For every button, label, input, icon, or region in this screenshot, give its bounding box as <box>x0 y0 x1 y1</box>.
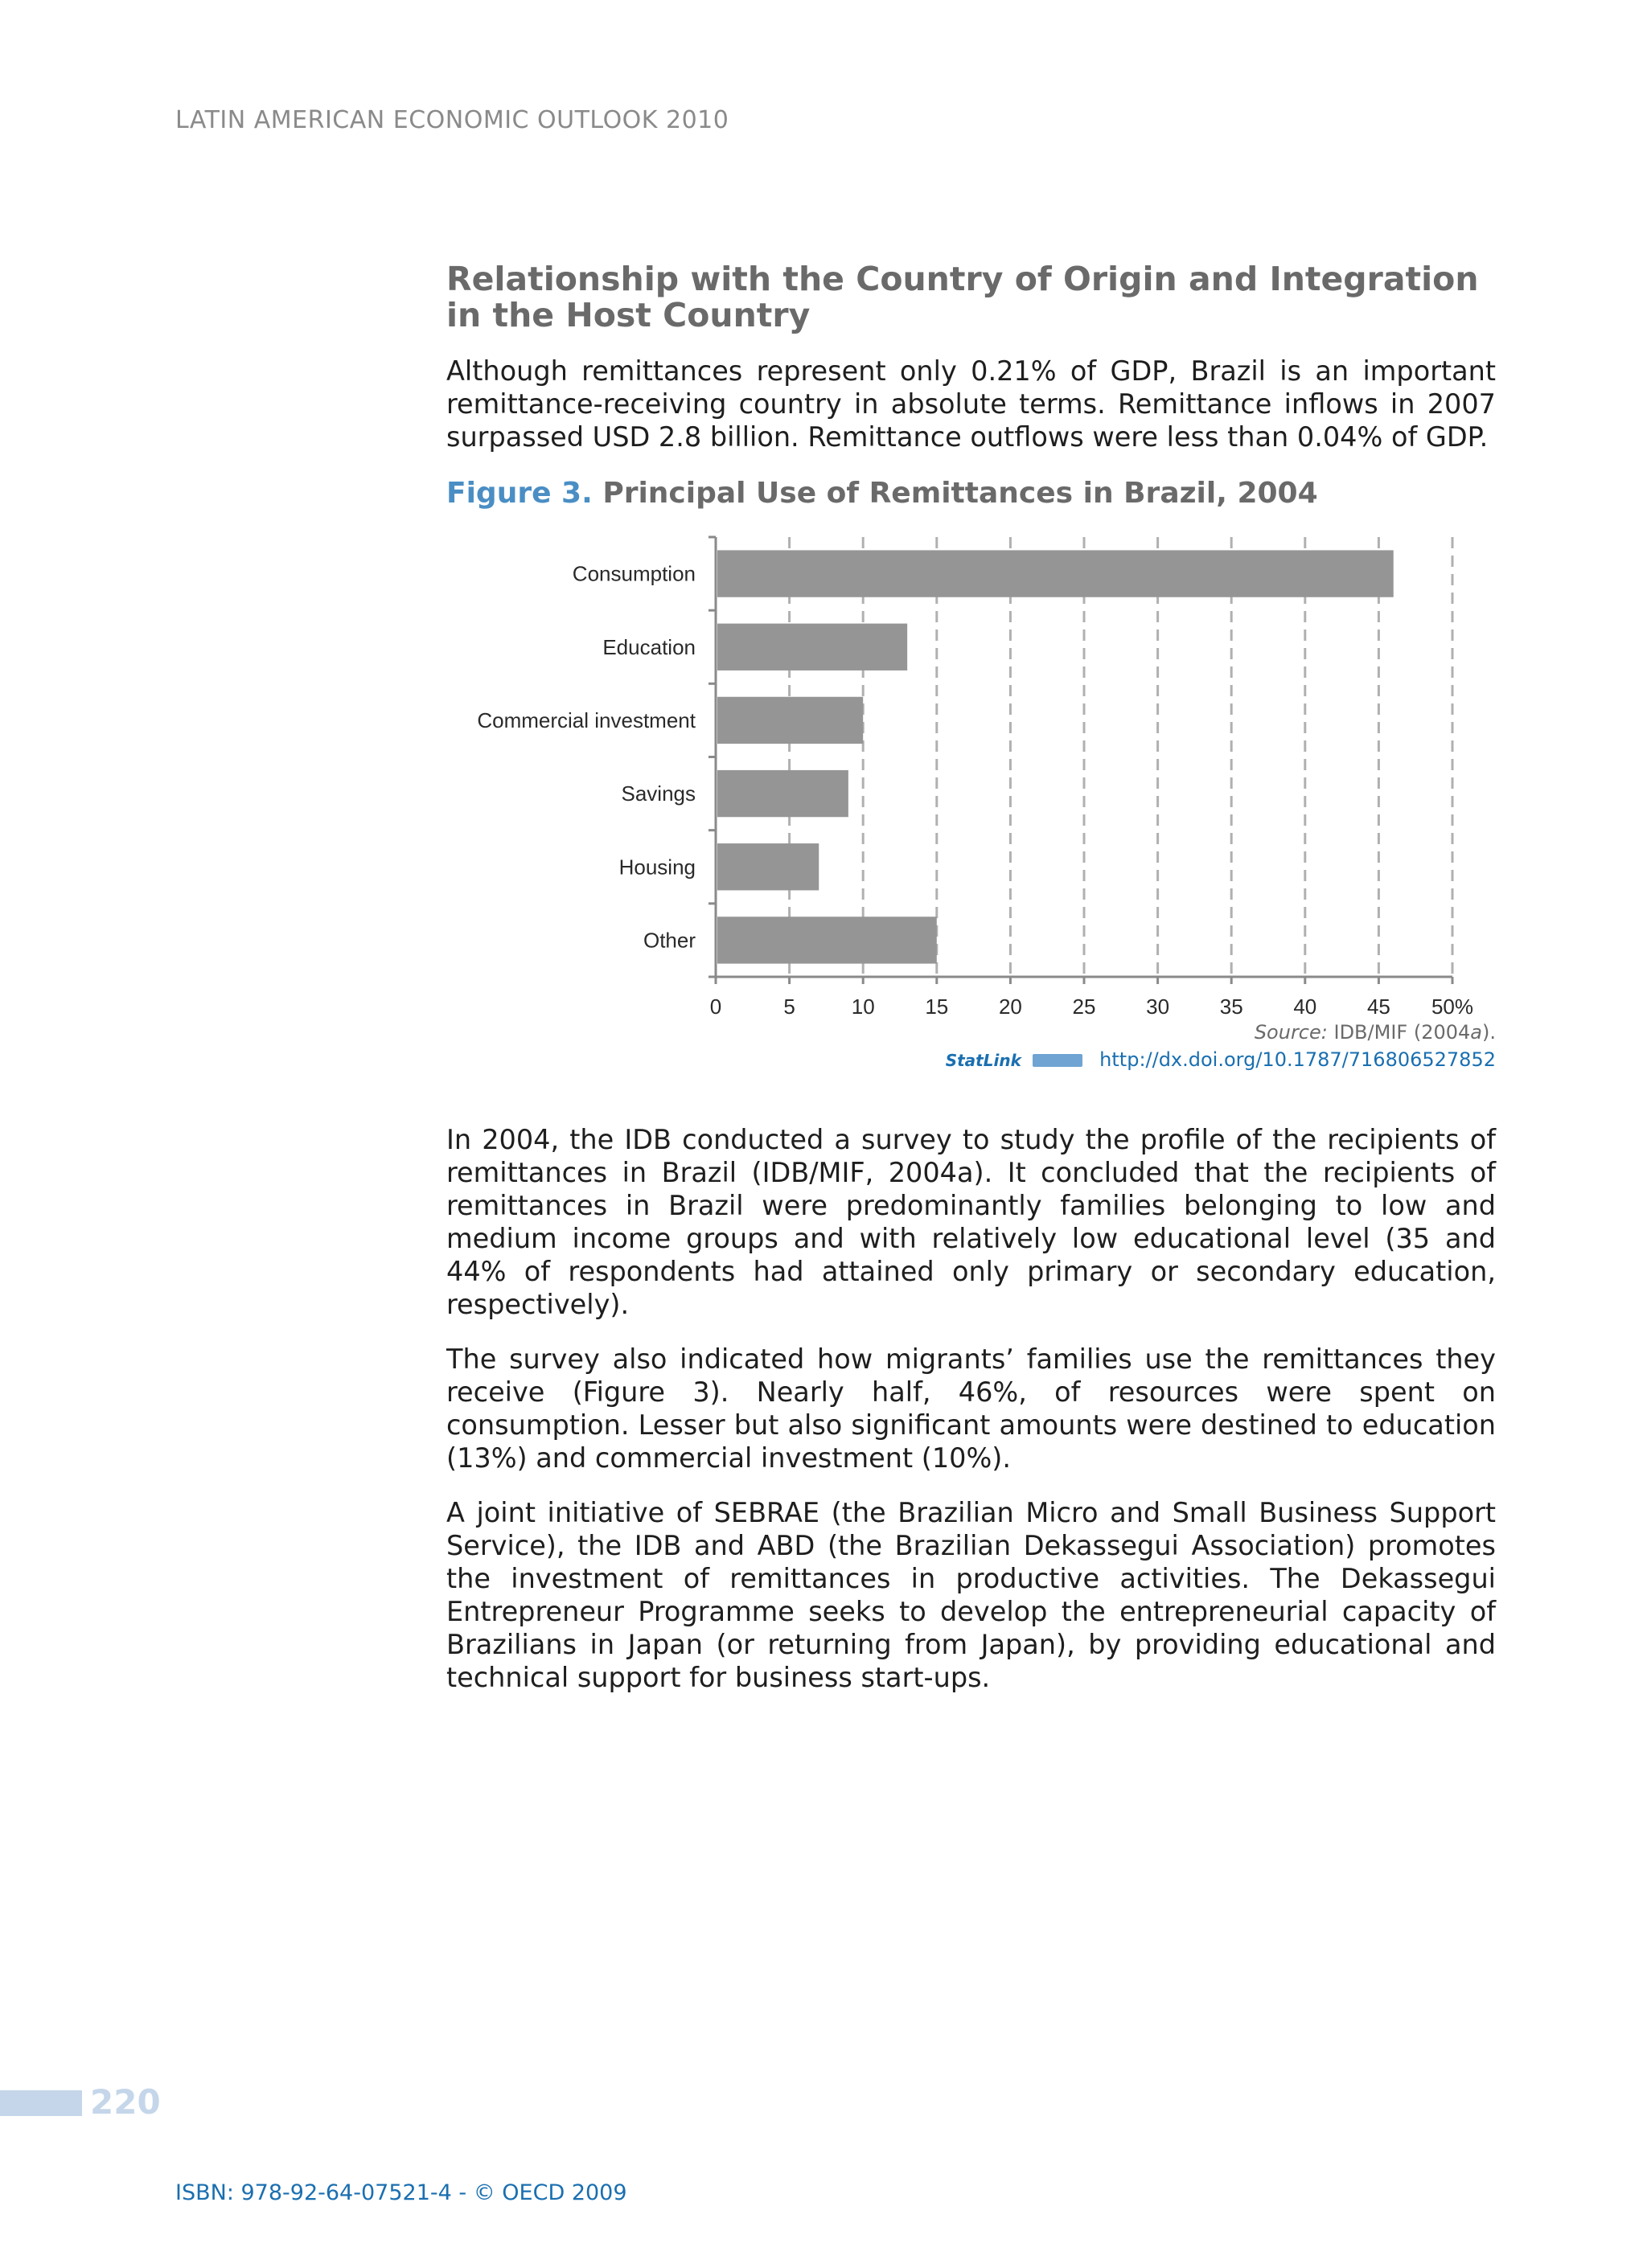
footer-isbn: ISBN: 978-92-64-07521-4 - © OECD 2009 <box>175 2180 627 2205</box>
figure-number: Figure 3. <box>446 477 593 510</box>
bar <box>717 770 848 817</box>
section-title-line2: in the Host Country <box>446 296 811 334</box>
bar-chart-svg <box>446 521 1496 1019</box>
category-label: Commercial investment <box>477 707 696 732</box>
category-label: Education <box>602 634 696 659</box>
x-tick-label: 45 <box>1366 995 1390 1019</box>
x-tick-label: 40 <box>1293 995 1317 1019</box>
section-title <box>446 261 1496 334</box>
x-tick-label: 25 <box>1072 995 1096 1019</box>
statlink-icon <box>1033 1054 1082 1067</box>
body-paragraph-1: In 2004, the IDB conducted a survey to study the profile of the recipients of remittances in Brazil (IDB/MIF, 2004a). It concluded that the recipients of remittances in Brazil were predominantly families belonging to low and medium income groups and with relatively low educational level (35 and 44% of respondents had attained only primary or secondary education, respectively). <box>446 1124 1496 1320</box>
page-number: 220 <box>90 2082 161 2122</box>
source-end: ). <box>1482 1021 1496 1044</box>
figure-source <box>446 1019 1496 1045</box>
page-number-bar <box>0 2090 82 2116</box>
main-content <box>446 261 1496 1716</box>
source-italic: a <box>1470 1021 1482 1044</box>
bar <box>717 917 937 963</box>
source-label: Source: <box>1254 1021 1328 1044</box>
bar <box>717 843 819 890</box>
x-tick-label: 20 <box>998 995 1022 1019</box>
statlink-url[interactable]: http://dx.doi.org/10.1787/716806527852 <box>1099 1048 1496 1071</box>
x-tick-label: 5 <box>783 995 795 1019</box>
category-label: Other <box>643 928 696 953</box>
x-tick-label: 15 <box>925 995 949 1019</box>
x-tick-label: 0 <box>709 995 722 1019</box>
statlink-logo: StatLink <box>945 1051 1021 1070</box>
section-title-line1: Relationship with the Country of Origin and Integration <box>446 260 1479 298</box>
bar <box>717 697 863 744</box>
x-tick-label: 30 <box>1146 995 1170 1019</box>
body-paragraph-2: The survey also indicated how migrants’ families use the remittances they receive (Figure 3). Nearly half, 46%, of resources were spent on consumption. Lesser but also significant amounts were destined to education (13%) and commercial investment (10%). <box>446 1343 1496 1474</box>
category-label: Housing <box>618 855 696 880</box>
bar-chart <box>446 521 1496 1019</box>
category-label: Consumption <box>572 561 696 586</box>
x-tick-label: 10 <box>851 995 875 1019</box>
figure-title: Principal Use of Remittances in Brazil, 2004 <box>602 477 1318 510</box>
figure-caption <box>446 476 1496 511</box>
intro-paragraph: Although remittances represent only 0.21% of GDP, Brazil is an important remittance-receiving country in absolute terms. Remittance inflows in 2007 surpassed USD 2.8 billion. Remittance outflows were less than 0.04% of GDP. <box>446 355 1496 453</box>
source-text: IDB/MIF (2004 <box>1333 1021 1471 1044</box>
x-tick-label: 35 <box>1219 995 1243 1019</box>
category-label: Savings <box>621 781 696 806</box>
body-paragraph-3: A joint initiative of SEBRAE (the Brazilian Micro and Small Business Support Service), the IDB and ABD (the Brazilian Dekassegui Association) promotes the investment of remittances in productive activities. The Dekassegui Entrepreneur Programme seeks to develop the entrepreneurial capacity of Brazilians in Japan (or returning from Japan), by providing educational and technical support for business start-ups. <box>446 1497 1496 1693</box>
bar <box>717 550 1394 597</box>
x-tick-label: 50% <box>1431 995 1474 1019</box>
statlink <box>446 1045 1496 1075</box>
bar <box>717 624 907 671</box>
running-header: LATIN AMERICAN ECONOMIC OUTLOOK 2010 <box>175 106 729 134</box>
